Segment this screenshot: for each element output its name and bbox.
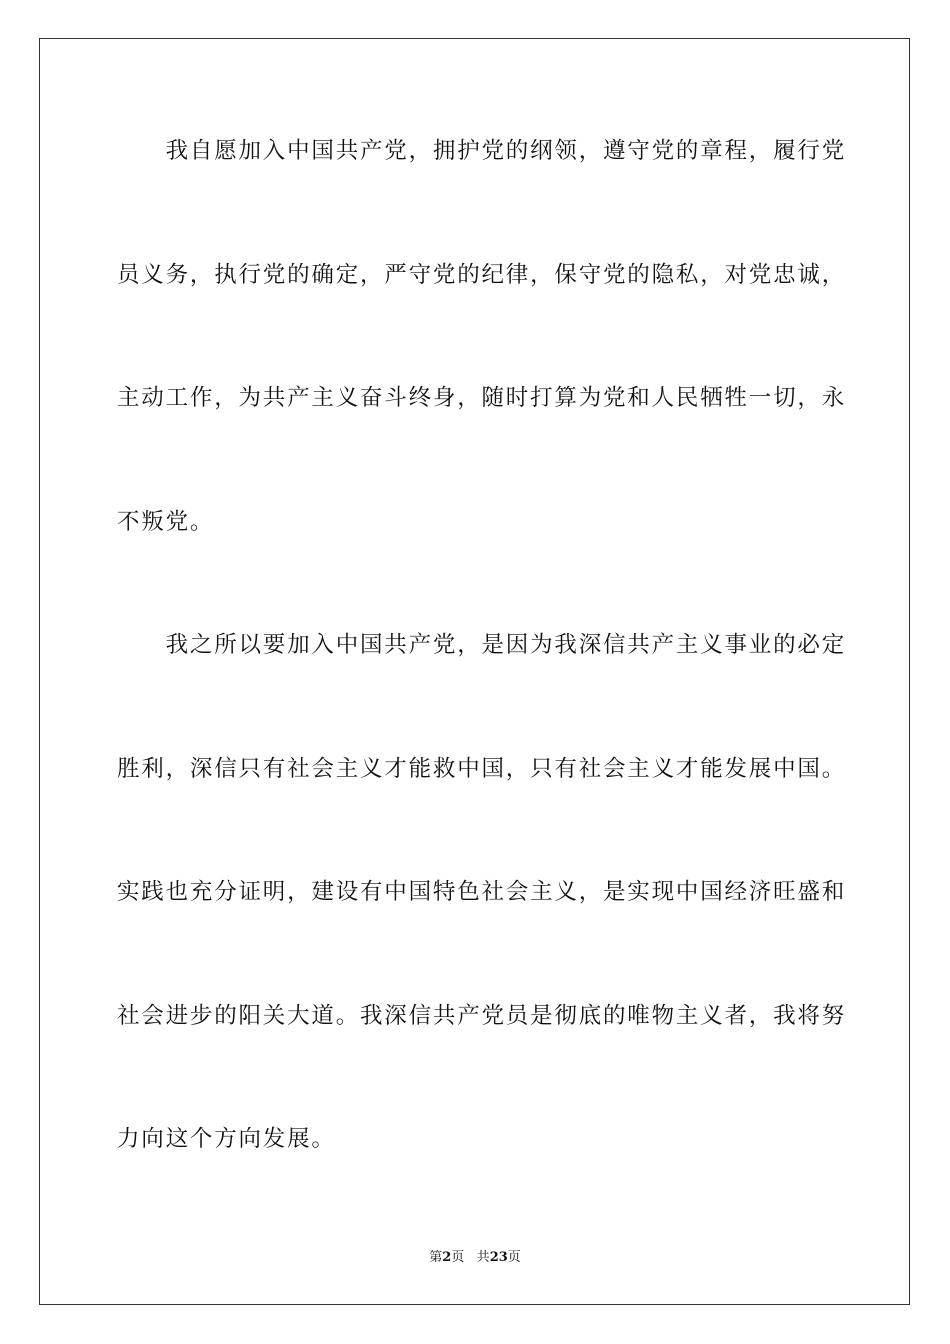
total-prefix: 共 (476, 1250, 490, 1265)
total-pages: 23 (489, 1250, 508, 1265)
total-suffix: 页 (507, 1250, 521, 1265)
paragraph-1-line-3: 主动工作，为共产主义奋斗终身，随时打算为党和人民牺牲一切，永 (117, 385, 847, 411)
paragraph-1-line-4: 不叛党。 (117, 509, 215, 535)
paragraph-2-line-1: 我之所以要加入中国共产党，是因为我深信共产主义事业的必定 (117, 632, 847, 658)
page-footer (0, 1250, 950, 1266)
page-suffix: 页 (451, 1250, 465, 1265)
paragraph-1-line-1: 我自愿加入中国共产党，拥护党的纲领，遵守党的章程，履行党 (117, 138, 847, 164)
paragraph-1-line-2: 员义务，执行党的确定，严守党的纪律，保守党的隐私，对党忠诚， (117, 262, 847, 288)
page-prefix: 第 (429, 1250, 443, 1265)
page-border (39, 38, 910, 1305)
paragraph-2-line-5: 力向这个方向发展。 (117, 1126, 336, 1152)
paragraph-2-line-3: 实践也充分证明，建设有中国特色社会主义，是实现中国经济旺盛和 (117, 879, 847, 905)
page-number: 2 (442, 1250, 452, 1265)
paragraph-2-line-2: 胜利，深信只有社会主义才能救中国，只有社会主义才能发展中国。 (117, 756, 847, 782)
paragraph-2-line-4: 社会进步的阳关大道。我深信共产党员是彻底的唯物主义者，我将努 (117, 1003, 847, 1029)
